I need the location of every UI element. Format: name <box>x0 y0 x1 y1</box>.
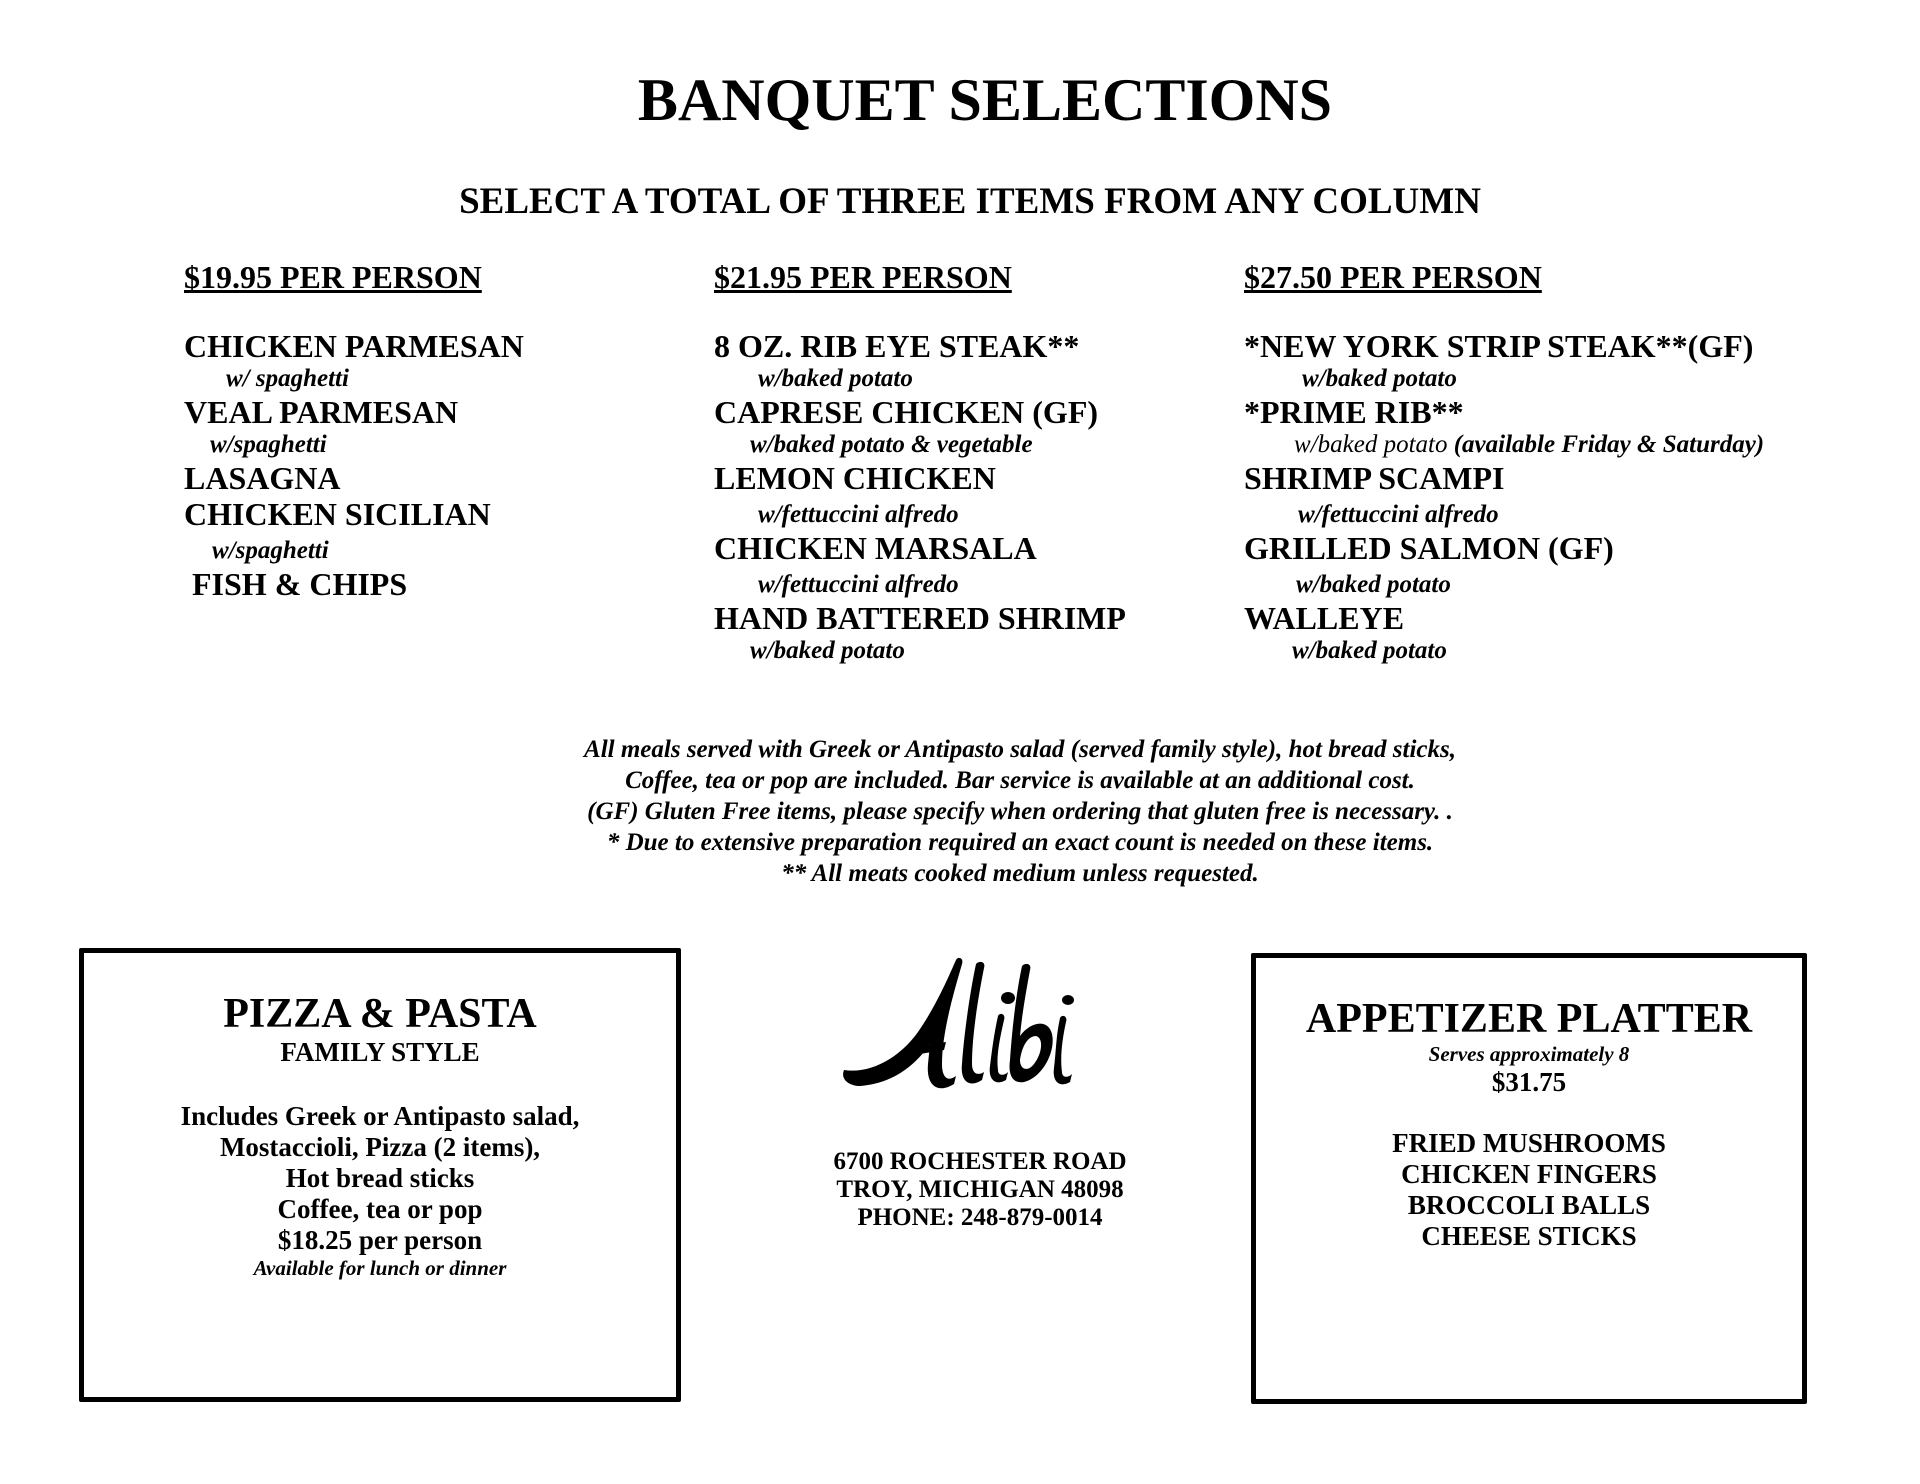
menu-item-side: w/baked potato <box>1294 431 1448 458</box>
box-availability: Available for lunch or dinner <box>253 1256 507 1280</box>
menu-item: HAND BATTERED SHRIMP <box>714 600 1126 636</box>
box-line: Mostaccioli, Pizza (2 items), <box>219 1132 541 1162</box>
address-phone: PHONE: 248-879-0014 <box>857 1204 1103 1231</box>
menu-item-side: w/baked potato & vegetable <box>750 431 1033 458</box>
menu-item: VEAL PARMESAN <box>184 394 459 430</box>
address-city: TROY, MICHIGAN 48098 <box>836 1176 1124 1203</box>
page-subtitle: SELECT A TOTAL OF THREE ITEMS FROM ANY COLUMN <box>459 181 1481 222</box>
menu-item: CHICKEN MARSALA <box>714 530 1037 566</box>
availability-note: (available Friday & Saturday) <box>1447 431 1765 458</box>
appetizer-item: CHEESE STICKS <box>1421 1221 1637 1251</box>
note-line: ** All meats cooked medium unless requested. <box>781 860 1259 887</box>
menu-item: FISH & CHIPS <box>184 566 408 602</box>
menu-item-side: w/baked potato <box>758 365 913 392</box>
menu-item-side: w/baked potato <box>1302 365 1457 392</box>
box-price: $31.75 <box>1491 1067 1567 1097</box>
menu-item-side: w/fettuccini alfredo <box>758 571 959 598</box>
price-column-3 <box>1244 258 1884 666</box>
menu-item-side: w/baked potato <box>750 637 905 664</box>
menu-item-side: w/baked potato <box>1292 637 1447 664</box>
menu-item: SHRIMP SCAMPI <box>1244 460 1505 496</box>
menu-item: *PRIME RIB** <box>1244 394 1464 430</box>
alibi-logo <box>838 952 1078 1122</box>
column-heading: $19.95 PER PERSON <box>184 259 482 295</box>
menu-item-side: w/spaghetti <box>210 431 327 458</box>
appetizer-item: CHICKEN FINGERS <box>1401 1159 1657 1189</box>
note-line: (GF) Gluten Free items, please specify when ordering that gluten free is necessary. . <box>587 798 1453 825</box>
box-line: Coffee, tea or pop <box>277 1194 483 1224</box>
box-serves: Serves approximately 8 <box>1428 1042 1630 1066</box>
box-line: Hot bread sticks <box>285 1163 475 1193</box>
price-column-1 <box>184 258 744 602</box>
menu-item: CHICKEN PARMESAN <box>184 328 524 364</box>
meal-notes <box>0 734 1920 889</box>
page-title: BANQUET SELECTIONS <box>637 67 1333 133</box>
menu-item: LASAGNA <box>184 460 341 496</box>
menu-item-side-line <box>1244 430 1884 460</box>
menu-item: LEMON CHICKEN <box>714 460 996 496</box>
menu-item-side: w/baked potato <box>1296 571 1451 598</box>
menu-item-side: w/fettuccini alfredo <box>1298 501 1499 528</box>
menu-item: CAPRESE CHICKEN (GF) <box>714 394 1099 430</box>
box-price: $18.25 per person <box>277 1225 483 1255</box>
box-title: PIZZA & PASTA <box>223 991 537 1037</box>
price-column-2 <box>714 258 1274 666</box>
menu-item-side: w/spaghetti <box>212 537 329 564</box>
column-heading: $27.50 PER PERSON <box>1244 259 1542 295</box>
menu-item-side: w/fettuccini alfredo <box>758 501 959 528</box>
column-heading: $21.95 PER PERSON <box>714 259 1012 295</box>
appetizer-item: BROCCOLI BALLS <box>1407 1190 1651 1220</box>
appetizer-item: FRIED MUSHROOMS <box>1392 1128 1666 1158</box>
box-title: APPETIZER PLATTER <box>1305 996 1753 1042</box>
address-street: 6700 ROCHESTER ROAD <box>833 1148 1127 1175</box>
menu-item-side: w/ spaghetti <box>226 365 349 392</box>
alibi-script-logo-icon <box>838 952 1078 1122</box>
box-subtitle: FAMILY STYLE <box>280 1037 480 1067</box>
appetizer-platter-box <box>1251 953 1807 1404</box>
menu-item: 8 OZ. RIB EYE STEAK** <box>714 328 1080 364</box>
note-line: * Due to extensive preparation required an exact count is needed on these items. <box>606 829 1434 856</box>
menu-item: WALLEYE <box>1244 600 1405 636</box>
menu-item: *NEW YORK STRIP STEAK**(GF) <box>1244 328 1754 364</box>
menu-item: CHICKEN SICILIAN <box>184 496 491 532</box>
menu-item: GRILLED SALMON (GF) <box>1244 530 1614 566</box>
note-line: Coffee, tea or pop are included. Bar service is available at an additional cost. <box>625 767 1415 794</box>
box-line: Includes Greek or Antipasto salad, <box>180 1101 580 1131</box>
restaurant-address <box>770 1148 1190 1232</box>
pizza-pasta-box <box>79 948 681 1402</box>
note-line: All meals served with Greek or Antipasto salad (served family style), hot bread sticks, <box>584 736 1456 763</box>
